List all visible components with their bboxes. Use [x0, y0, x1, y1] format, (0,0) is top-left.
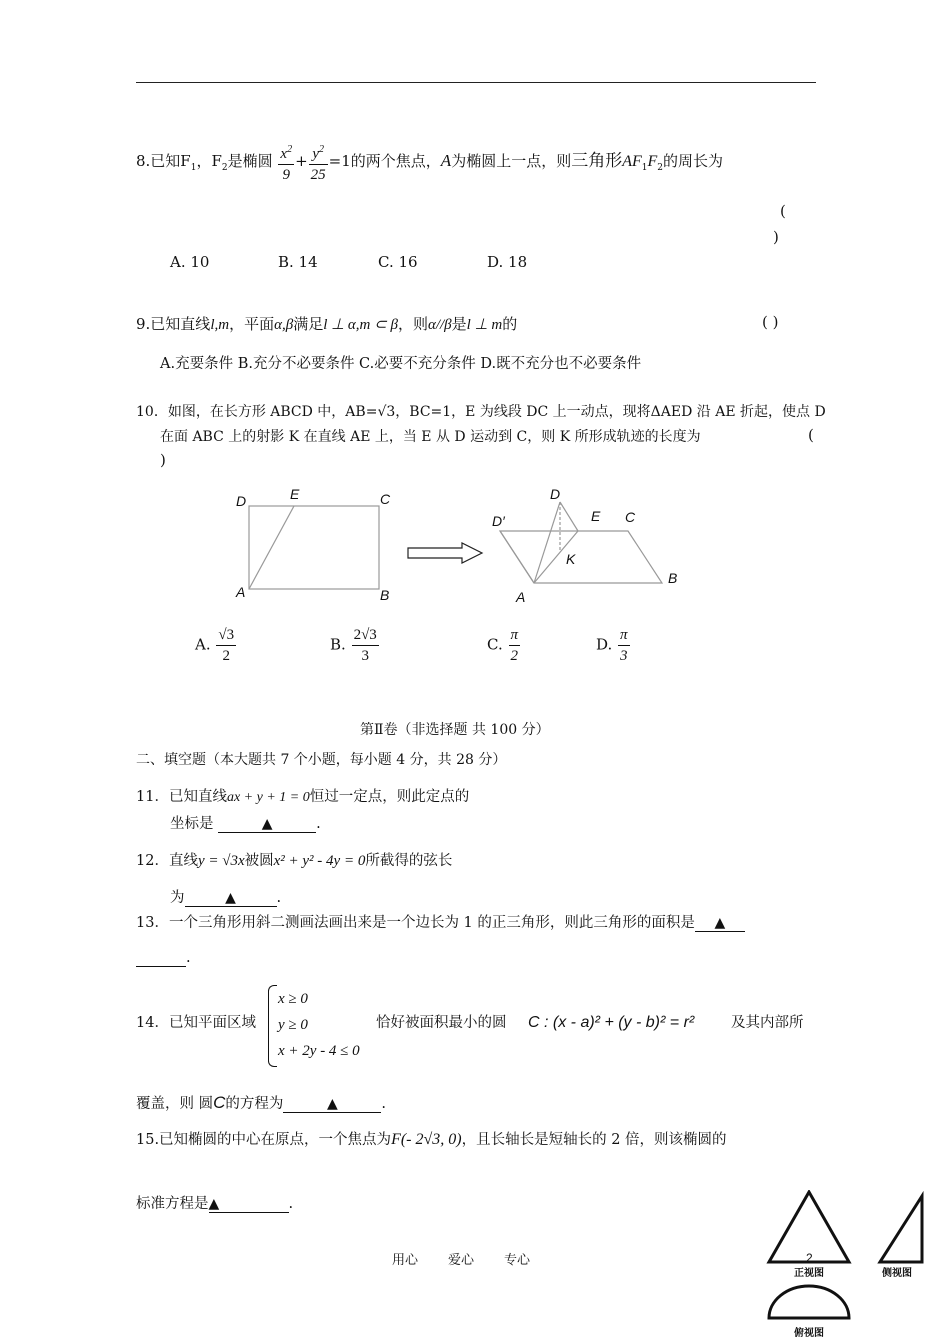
q14-end: . [381, 1096, 386, 1112]
q12-line-eq: y = √3x [197, 853, 245, 869]
segment-ad [534, 502, 560, 583]
q10-line-1: 10．如图，在长方形 ABCD 中，AB=√3，BC=1，E 为线段 DC 上一动点，现将ΔAED 沿 AE 折起，使点 D [136, 404, 826, 420]
q10-line-2: 在面 ABC 上的射影 K 在直线 AE 上，当 E 从 D 运动到 C，则 K 所形成轨迹的长度为 [160, 429, 701, 445]
q12-line-2 [170, 886, 281, 907]
frac-num: π [509, 625, 521, 646]
footer-motto-3: 专心 [504, 1253, 531, 1268]
answer-blank[interactable] [209, 1196, 289, 1213]
q14-cond-3: x + 2y - 4 ≤ 0 [278, 1043, 360, 1059]
q11-text-a: 11．已知直线 [136, 789, 227, 805]
label-c: C [625, 509, 636, 525]
frac-num: π [618, 625, 630, 646]
q9-t3: 满足 [293, 315, 324, 333]
q13-line-2 [136, 950, 191, 967]
q10-figure-rectangle [230, 484, 400, 606]
q14-text-b: 恰好被面积最小的圆 [376, 1015, 507, 1031]
q12-circle-eq: x² + y² - 4y = 0 [273, 853, 366, 869]
question-11 [136, 785, 469, 806]
q9-paren: ( ) [762, 313, 779, 331]
q14-cond-1: x ≥ 0 [278, 991, 308, 1007]
q8-text: 8.已知F [136, 152, 191, 170]
rectangle-abcd [249, 506, 379, 589]
q9-t5: 是 [451, 315, 467, 333]
frac-num: y [312, 145, 319, 162]
section-heading: 二、填空题（本大题共 7 个小题，每小题 4 分，共 28 分） [136, 752, 507, 768]
q11-end: . [316, 816, 321, 832]
label-e: E [591, 508, 601, 524]
label-d: D [236, 493, 247, 509]
q8-sub-1: 1 [641, 163, 648, 173]
parallelogram [500, 531, 662, 583]
frac-den: 9 [282, 166, 290, 183]
q8-triangle-word: 三角形 [571, 151, 623, 171]
q8-option-b: B. 14 [278, 253, 318, 271]
q8-option-d: D. 18 [487, 253, 528, 271]
q9-t6: 的 [502, 315, 518, 333]
footer-motto-2: 爱心 [448, 1253, 475, 1268]
q9-t2: ，平面 [229, 315, 275, 333]
q11-line-2 [170, 812, 321, 833]
q14-line-2 [136, 1092, 386, 1113]
frac-num: 2√3 [352, 625, 379, 646]
q15-line-2 [136, 1192, 293, 1213]
q9-vars: l,m [210, 317, 230, 333]
label-b: B [668, 570, 678, 586]
segment-de [560, 502, 578, 531]
q9-cond: l ⊥ α,m ⊂ β [323, 317, 398, 333]
option-label: C. [487, 635, 503, 654]
q9-text: 9.已知直线 [136, 315, 211, 333]
triangle-marker-icon: ▲ [225, 890, 236, 906]
label-d-prime: D′ [492, 513, 505, 529]
question-12 [136, 849, 452, 870]
side-view-label: 侧视图 [882, 1268, 912, 1279]
q12-text-b: 被圆 [244, 853, 274, 869]
label-b: B [380, 587, 390, 603]
frac-den: 3 [620, 648, 628, 664]
triangle-marker-icon: ▲ [327, 1096, 338, 1112]
label-a: A [236, 584, 246, 600]
q14-cover: 覆盖，则 圆 [136, 1096, 214, 1112]
q12-end: . [276, 890, 282, 906]
option-label: B. [330, 635, 346, 654]
q8-end: 的周长为 [663, 152, 724, 170]
q12-text-c: 所截得的弦长 [365, 853, 453, 869]
q9-t4: ，则 [397, 315, 428, 333]
frac-num: √3 [216, 625, 236, 646]
q14-cond-2: y ≥ 0 [278, 1017, 308, 1033]
answer-blank-cont[interactable] [136, 950, 186, 967]
q8-frac-y: $\frac{y^2}{25}$ [309, 140, 328, 185]
question-15 [136, 1128, 727, 1149]
q14-eq-label: 的方程为 [225, 1096, 284, 1112]
part2-title: 第Ⅱ卷（非选择题 共 100 分） [360, 722, 550, 738]
header-rule [136, 82, 816, 83]
q10-option-a [195, 625, 237, 666]
q15-focus: F(- 2√3, 0) [391, 1131, 462, 1148]
three-views-figure [764, 1190, 950, 1344]
q9-perp: l ⊥ m [466, 317, 503, 333]
frac-den: 2 [222, 648, 230, 664]
q10-option-d [596, 625, 631, 666]
q8-mid1: ，F [196, 152, 222, 170]
front-view-label: 正视图 [794, 1268, 824, 1279]
label-e: E [290, 486, 300, 502]
option-frac [216, 625, 236, 666]
q11-coord-label: 坐标是 [170, 816, 214, 832]
q14-text-c: 及其内部所 [731, 1015, 804, 1031]
answer-blank[interactable] [283, 1096, 381, 1113]
option-label: A. [195, 635, 211, 654]
triangle-marker-icon: ▲ [261, 816, 273, 832]
q8-option-c: C. 16 [378, 253, 418, 271]
footer-motto-1: 用心 [392, 1253, 419, 1268]
q14-c: C [213, 1093, 226, 1112]
q12-wei: 为 [170, 890, 185, 906]
segment-ae [249, 506, 294, 589]
q8-mid2: 是椭圆 [227, 152, 273, 170]
arrow-icon [406, 542, 486, 564]
q15-text-a: 15.已知椭圆的中心在原点，一个焦点为 [136, 1132, 392, 1148]
q15-label: 标准方程是 [136, 1196, 209, 1212]
q9-par: α//β [427, 317, 452, 333]
q8-sub1: 1 [190, 163, 197, 173]
answer-blank[interactable] [185, 890, 277, 907]
page-number: 2 [806, 1251, 813, 1265]
q8-option-a: A. 10 [170, 253, 210, 271]
q8-point-a: A [440, 151, 452, 170]
answer-blank[interactable] [695, 915, 745, 932]
q10-option-c [487, 625, 521, 666]
frac-den: 25 [310, 166, 326, 183]
question-13 [136, 911, 745, 932]
q9-planes: α,β [274, 317, 294, 333]
label-d: D [550, 486, 561, 502]
label-k: K [566, 551, 576, 567]
q8-triangle-name: AF [622, 153, 642, 170]
frac-den: 2 [510, 648, 518, 664]
option-frac [352, 625, 379, 666]
q15-text-b: ，且长轴长是短轴长的 2 倍，则该椭圆的 [461, 1132, 727, 1148]
frac-num: x [280, 145, 288, 162]
question-9 [136, 313, 517, 334]
side-view-triangle [880, 1196, 922, 1262]
q10-paren-open: ( [808, 426, 814, 444]
q14-circle-eq: C : (x - a)² + (y - b)² = r² [528, 1014, 695, 1031]
triangle-marker-icon: ▲ [208, 1196, 220, 1212]
label-c: C [380, 491, 391, 507]
q9-options: A.充要条件 B.充分不必要条件 C.必要不充分条件 D.既不充分也不必要条件 [160, 356, 642, 372]
top-view-semicircle [769, 1286, 849, 1318]
q13-text: 13．一个三角形用斜二测画法画出来是一个边长为 1 的正三角形，则此三角形的面积是 [136, 915, 695, 931]
q11-equation: ax + y + 1 = 0 [226, 790, 310, 805]
q8-sub2: 2 [221, 163, 228, 173]
triangle-marker-icon: ▲ [714, 915, 726, 931]
q11-text-b: 恒过一定点，则此定点的 [309, 789, 470, 805]
answer-blank[interactable] [218, 816, 316, 833]
q8-paren-close: ) [773, 228, 779, 246]
option-frac [618, 625, 630, 666]
option-frac [509, 625, 521, 666]
q8-paren-open: ( [780, 202, 786, 220]
segment-ad-prime [500, 531, 534, 583]
q14-intro: 14．已知平面区域 [136, 1015, 256, 1031]
q15-end: . [288, 1196, 294, 1212]
q10-paren-close: ) [160, 451, 166, 469]
q8-eq: =1的两个焦点， [328, 152, 441, 170]
q10-option-b [330, 625, 380, 666]
q10-figure-folded [488, 484, 688, 608]
top-view-label: 俯视图 [794, 1328, 824, 1339]
q13-end: . [186, 950, 191, 966]
q8-sub-2: 2 [657, 163, 663, 173]
q8-after: 为椭圆上一点，则 [451, 152, 572, 170]
question-8: 8.已知$F_1$，$F_2$是椭圆 $\frac{x^2}{9}$ + $\frac{y^2}{25}$ =1的两个焦点，A为椭圆上一点，则三角形$AF_1F_2$的周长为 [136, 138, 723, 184]
label-a: A [516, 589, 526, 605]
option-label: D. [596, 635, 613, 654]
q8-f2: F [647, 153, 658, 170]
frac-den: 3 [361, 648, 369, 664]
q8-frac-x: $\frac{x^2}{9}$ [278, 140, 294, 185]
q12-text-a: 12．直线 [136, 853, 198, 869]
q14-brace [268, 985, 277, 1067]
